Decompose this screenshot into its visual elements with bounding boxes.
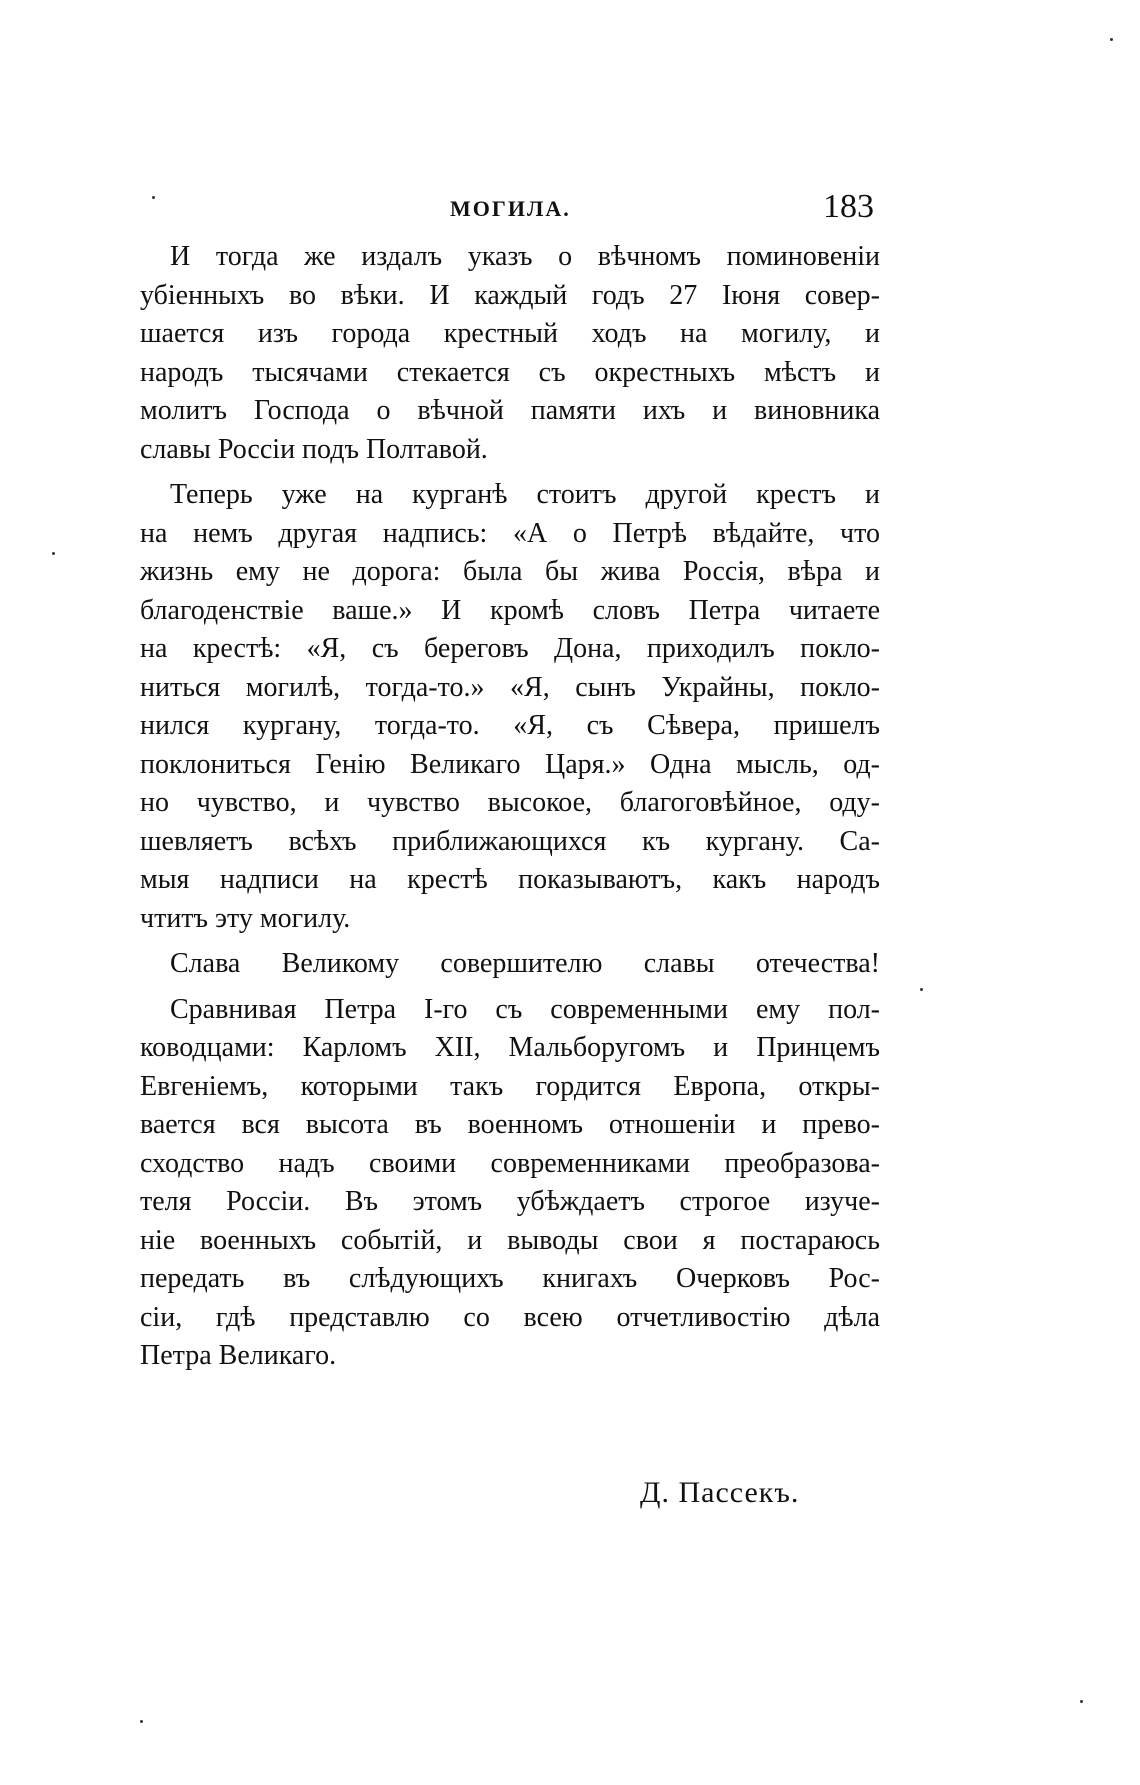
text-line: шается изъ города крестный ходъ на могилу, и	[140, 318, 880, 349]
text-line: сіи, гдѣ представлю со всею отчетливостію дѣла	[140, 1301, 880, 1333]
text-line: на крестѣ: «Я, съ береговъ Дона, приходилъ покло-	[140, 633, 880, 664]
text-line: чтитъ эту могилу.	[140, 902, 351, 934]
text-line: молитъ Господа о вѣчной памяти ихъ и виновника	[140, 395, 880, 426]
running-title: МОГИЛА.	[450, 196, 571, 221]
text-line: мыя надписи на крестѣ показываютъ, какъ народъ	[140, 864, 880, 895]
signature: Д. Пассекъ.	[640, 1476, 800, 1509]
text-line: Слава Великому совершителю славы отечества!	[170, 948, 880, 979]
paragraph	[140, 991, 880, 1376]
text-line: Сравнивая Петра I-го съ современными ему пол-	[170, 993, 880, 1025]
text-line: но чувство, и чувство высокое, благоговѣйное, оду-	[140, 787, 880, 818]
scan-speck	[140, 1720, 143, 1723]
text-line: славы Россіи подъ Полтавой.	[140, 433, 488, 465]
text-line: Петра Великаго.	[140, 1340, 337, 1371]
text-line: шевляетъ всѣхъ приближающихся къ кургану. Са-	[140, 825, 880, 857]
scan-speck	[1080, 1700, 1083, 1703]
scan-speck	[920, 988, 923, 991]
page-number: 183	[823, 188, 874, 225]
scan-speck	[1110, 38, 1113, 41]
text-line: нился кургану, тогда-то. «Я, съ Сѣвера, пришелъ	[140, 710, 880, 741]
text-line: Теперь уже на курганѣ стоитъ другой крестъ и	[170, 479, 880, 510]
text-line: Евгеніемъ, которыми такъ гордится Европа, откры-	[140, 1070, 880, 1102]
text-line: теля Россіи. Въ этомъ убѣждаетъ строгое изуче-	[140, 1186, 880, 1217]
text-line: народъ тысячами стекается съ окрестныхъ мѣстъ и	[140, 356, 880, 388]
paragraph	[140, 238, 880, 469]
text-line: вается вся высота въ военномъ отношеніи и прево-	[140, 1109, 880, 1140]
text-line: благоденствіе ваше.» И кромѣ словъ Петра читаете	[140, 594, 880, 626]
text-line: ниться могилѣ, тогда-то.» «Я, сынъ Украйны, покло-	[140, 671, 880, 703]
body-text	[140, 238, 880, 1376]
text-line: ніе военныхъ событій, и выводы свои я постараюсь	[140, 1224, 880, 1256]
scan-speck	[52, 552, 55, 555]
text-line: на немъ другая надпись: «А о Петрѣ вѣдайте, что	[140, 517, 880, 549]
text-line: ководцами: Карломъ XII, Мальборугомъ и Принцемъ	[140, 1032, 880, 1063]
text-line: И тогда же издалъ указъ о вѣчномъ поминовеніи	[170, 241, 880, 272]
scan-speck	[152, 196, 155, 199]
text-line: убіенныхъ во вѣки. И каждый годъ 27 Іюня совер-	[140, 279, 880, 311]
paragraph	[140, 945, 880, 984]
text-line: жизнь ему не дорога: была бы жива Россія, вѣра и	[140, 556, 880, 587]
text-line: передать въ слѣдующихъ книгахъ Очерковъ Рос-	[140, 1263, 880, 1294]
text-line: поклониться Генію Великаго Царя.» Одна мысль, од-	[140, 748, 880, 780]
paragraph	[140, 476, 880, 938]
text-line: сходство надъ своими современниками преобразова-	[140, 1147, 880, 1179]
page-header	[140, 188, 880, 232]
